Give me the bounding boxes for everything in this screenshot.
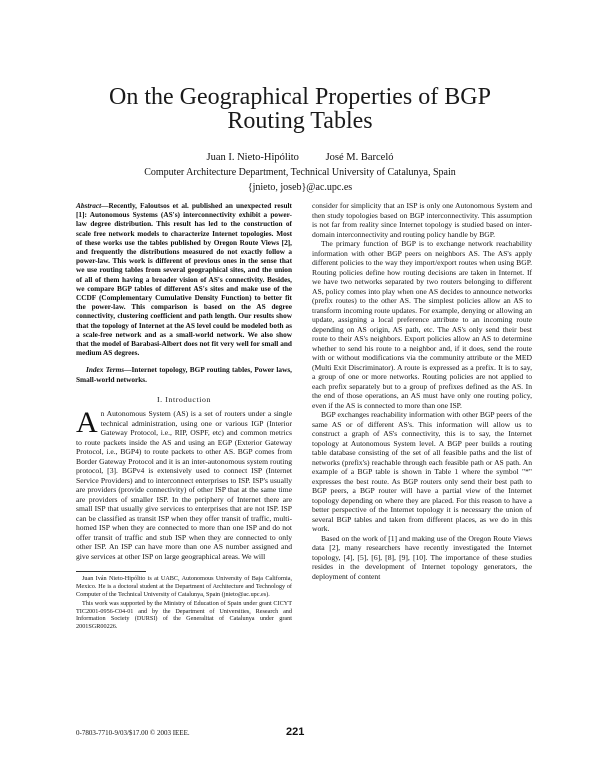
abstract: Abstract—Recently, Faloutsos et al. published an unexpected result [1]: Autonomous Systems (AS's) interconnectivity exhibit a power-law degree distribution. This result has led to the construction of scale free network models to characterize Internet topologies. Most of these works use the tables published by Oregon Route Views [2], and frequently the distributions measured do not exactly follow a power-law. This work is different of previous ones in the sense that we use routing tables from several geographical sites, and the union of all of them having a broader vision of AS's connectivity. Besides, we compare BGP tables of different AS's sites and make use of the CCDF (Complementary Cumulative Density Function) to better fit the power-law. This comparison is based on the AS degree connectivity, clustering coefficient and path length. Our results show that the topology of Internet at the AS level could be modeled both as a scale-free network and as a small-world network. We also show that the model of Barabasi-Albert does not fit very well for small and medium AS degrees. [76,201,292,358]
index-terms-label: Index Terms [86,365,125,375]
paper-title-line1: On the Geographical Properties of BGP [109,84,491,110]
intro-paragraph-text: n Autonomous System (AS) is a set of routers under a single technical administration, using one or various IGP (Interior Gateway Protocol, i.e., RIP, OSPF, etc) and common metrics to route packets inside the AS and using an EGP (Exterior Gateway Protocol, i.e., BGP4) to route packets to other AS. BGP comes from Border Gateway Protocol and it is an inter-autonomous system routing protocol, [3]. BGPv4 is extensively used to connect ISP (Internet Service Providers) and to interconnect enterprises to ISP. ISP's usually are providers (provide connectivity) of other ISP that at the same time are providers of smaller ISP. In the periphery of Internet there are small ISP that usually give services to enterprises that are not ISP. ISP can be classified as transit ISP when they offer transit of traffic, multi-homed ISP when they are connected to more than one ISP and do not offer transit of traffic and stub ISP when they are connected to only other ISP. An ISP can have more than one AS number assigned and give services at other ISP on large geographical areas. We will [76,409,292,561]
body-paragraph: The primary function of BGP is to exchange network reachability information with other BGP peers on neighbors AS. The AS's apply different policies to the way they import/export routes when using BGP. Routing policies define how routing decisions are taken in Internet. If we have two networks separated by two routers belonging to different AS, policy comes into play when one AS decides to announce networks (prefix routes) to the other AS. The simplest policies allow an AS to transform incoming route updates. For example, denying or allowing an update, assigning a local preference attribute to an incoming route depending on AS origin, AS path, etc. The AS's only send their best route to their AS's neighbors. Export policies allow an AS to determine whether to send his route to a neighbor and, if it does, send the route with or without modifications via the community attribute or the MED (Multi Exit Discriminator). A route is expressed as a prefix. It is to say, a group of one or more networks. Routing policies are not applied to each prefix separately but to a group of prefixes defined as the AS. In the end of those operations, an AS must have only one routing policy, even if the AS is connected to more than one ISP. [312,239,532,410]
page-number: 221 [286,726,305,738]
paper-title-line2: Routing Tables [227,108,373,134]
copyright-footer: 0-7803-7710-9/03/$17.00 © 2003 IEEE. [76,729,190,737]
left-column [76,201,292,633]
author-name: Juan I. Nieto-Hipólito [206,152,299,163]
body-paragraph: BGP exchanges reachability information with other BGP peers of the same AS or of different AS's. This information will allow us to construct a graph of AS's connectivity, this is to say, the Internet topology at Autonomous System level. A BGP peer builds a routing table database consisting of the set of all feasible paths and the list of networks (prefix's) reachable through each feasible path or AS path. An example of a BGP table is shown in Table 1 where the symbol "*" expresses the best route. As BGP routers only send their best path to BGP peers, a BGP router will have a partial view of the Internet topology depending on where they are placed. For this reason to have a better perspective of the Internet topology it is necessary the union of several BGP tables and taken from different places, as we do in this work. [312,410,532,533]
author-email: {jnieto, joseb}@ac.upc.es [247,182,353,193]
footnote-divider [76,571,146,572]
author-list [60,152,540,163]
body-paragraph: Based on the work of [1] and making use of the Oregon Route Views data [2], many researchers have recently investigated the Internet topology, [4], [5], [6], [8], [9], [10]. The importance of these studies resides in the development of Internet topology generators, the deployment of content [312,533,532,581]
section-heading: I. Introduction [156,394,212,404]
body-paragraph: consider for simplicity that an ISP is only one Autonomous System and then study topologies based on BGP interconnectivity. This assumption is not far from reality since Internet topology is studied based on inter-domain interconnectivity and routing policy handle by BGP. [312,201,532,239]
author-name: José M. Barceló [325,152,394,163]
abstract-label: Abstract [76,201,102,210]
index-terms-text: Internet topology, BGP routing tables, Power laws, Small-world networks. [76,365,292,384]
abstract-text: Recently, Faloutsos et al. published an unexpected result [1]: Autonomous Systems (AS's) interconnectivity exhibit a power-law degree distribution. This result has led to the construction of scale free network models to characterize Internet topologies. Most of these works use the tables published by Oregon Route Views [2], and frequently the distributions measured do not exactly follow a power-law. This work is different of previous ones in the sense that we use routing tables from several geographical sites, and the union of all of them having a broader vision of AS's connectivity. Besides, we compare BGP tables of different AS's sites and make use of the CCDF (Complementary Cumulative Density Function) to better fit the power-law. This comparison is based on the AS degree connectivity, clustering coefficient and path length. Our results show that the topology of Internet at the AS level could be modeled both as a scale-free network and as a small-world network. We also show that the model of Barabasi-Albert does not fit very well for small and medium AS degrees. [76,201,292,358]
intro-paragraph [76,406,292,561]
footnote: Juan Iván Nieto-Hipólito is at UABC, Autonomous University of Baja California, Mexico. He is a doctoral student at the Department of Architecture and Technology of Computer of the Technical University of Catalunya, Spain (jnieto@ac.upc.es). [76,575,292,598]
author-affiliation: Computer Architecture Department, Technical University of Catalunya, Spain [144,167,456,178]
footnote: This work was supported by the Ministry of Education of Spain under grant CICYT TIC2001-0956-C04-01 and by the Department of Universities, Research and Information Society (DURSI) of the Generalitat of Catalunya under grant 2001SGR00226. [76,600,292,630]
drop-cap: A [76,406,98,440]
index-terms: Index Terms—Internet topology, BGP routing tables, Power laws, Small-world networks. [76,365,292,384]
right-column [312,201,532,581]
